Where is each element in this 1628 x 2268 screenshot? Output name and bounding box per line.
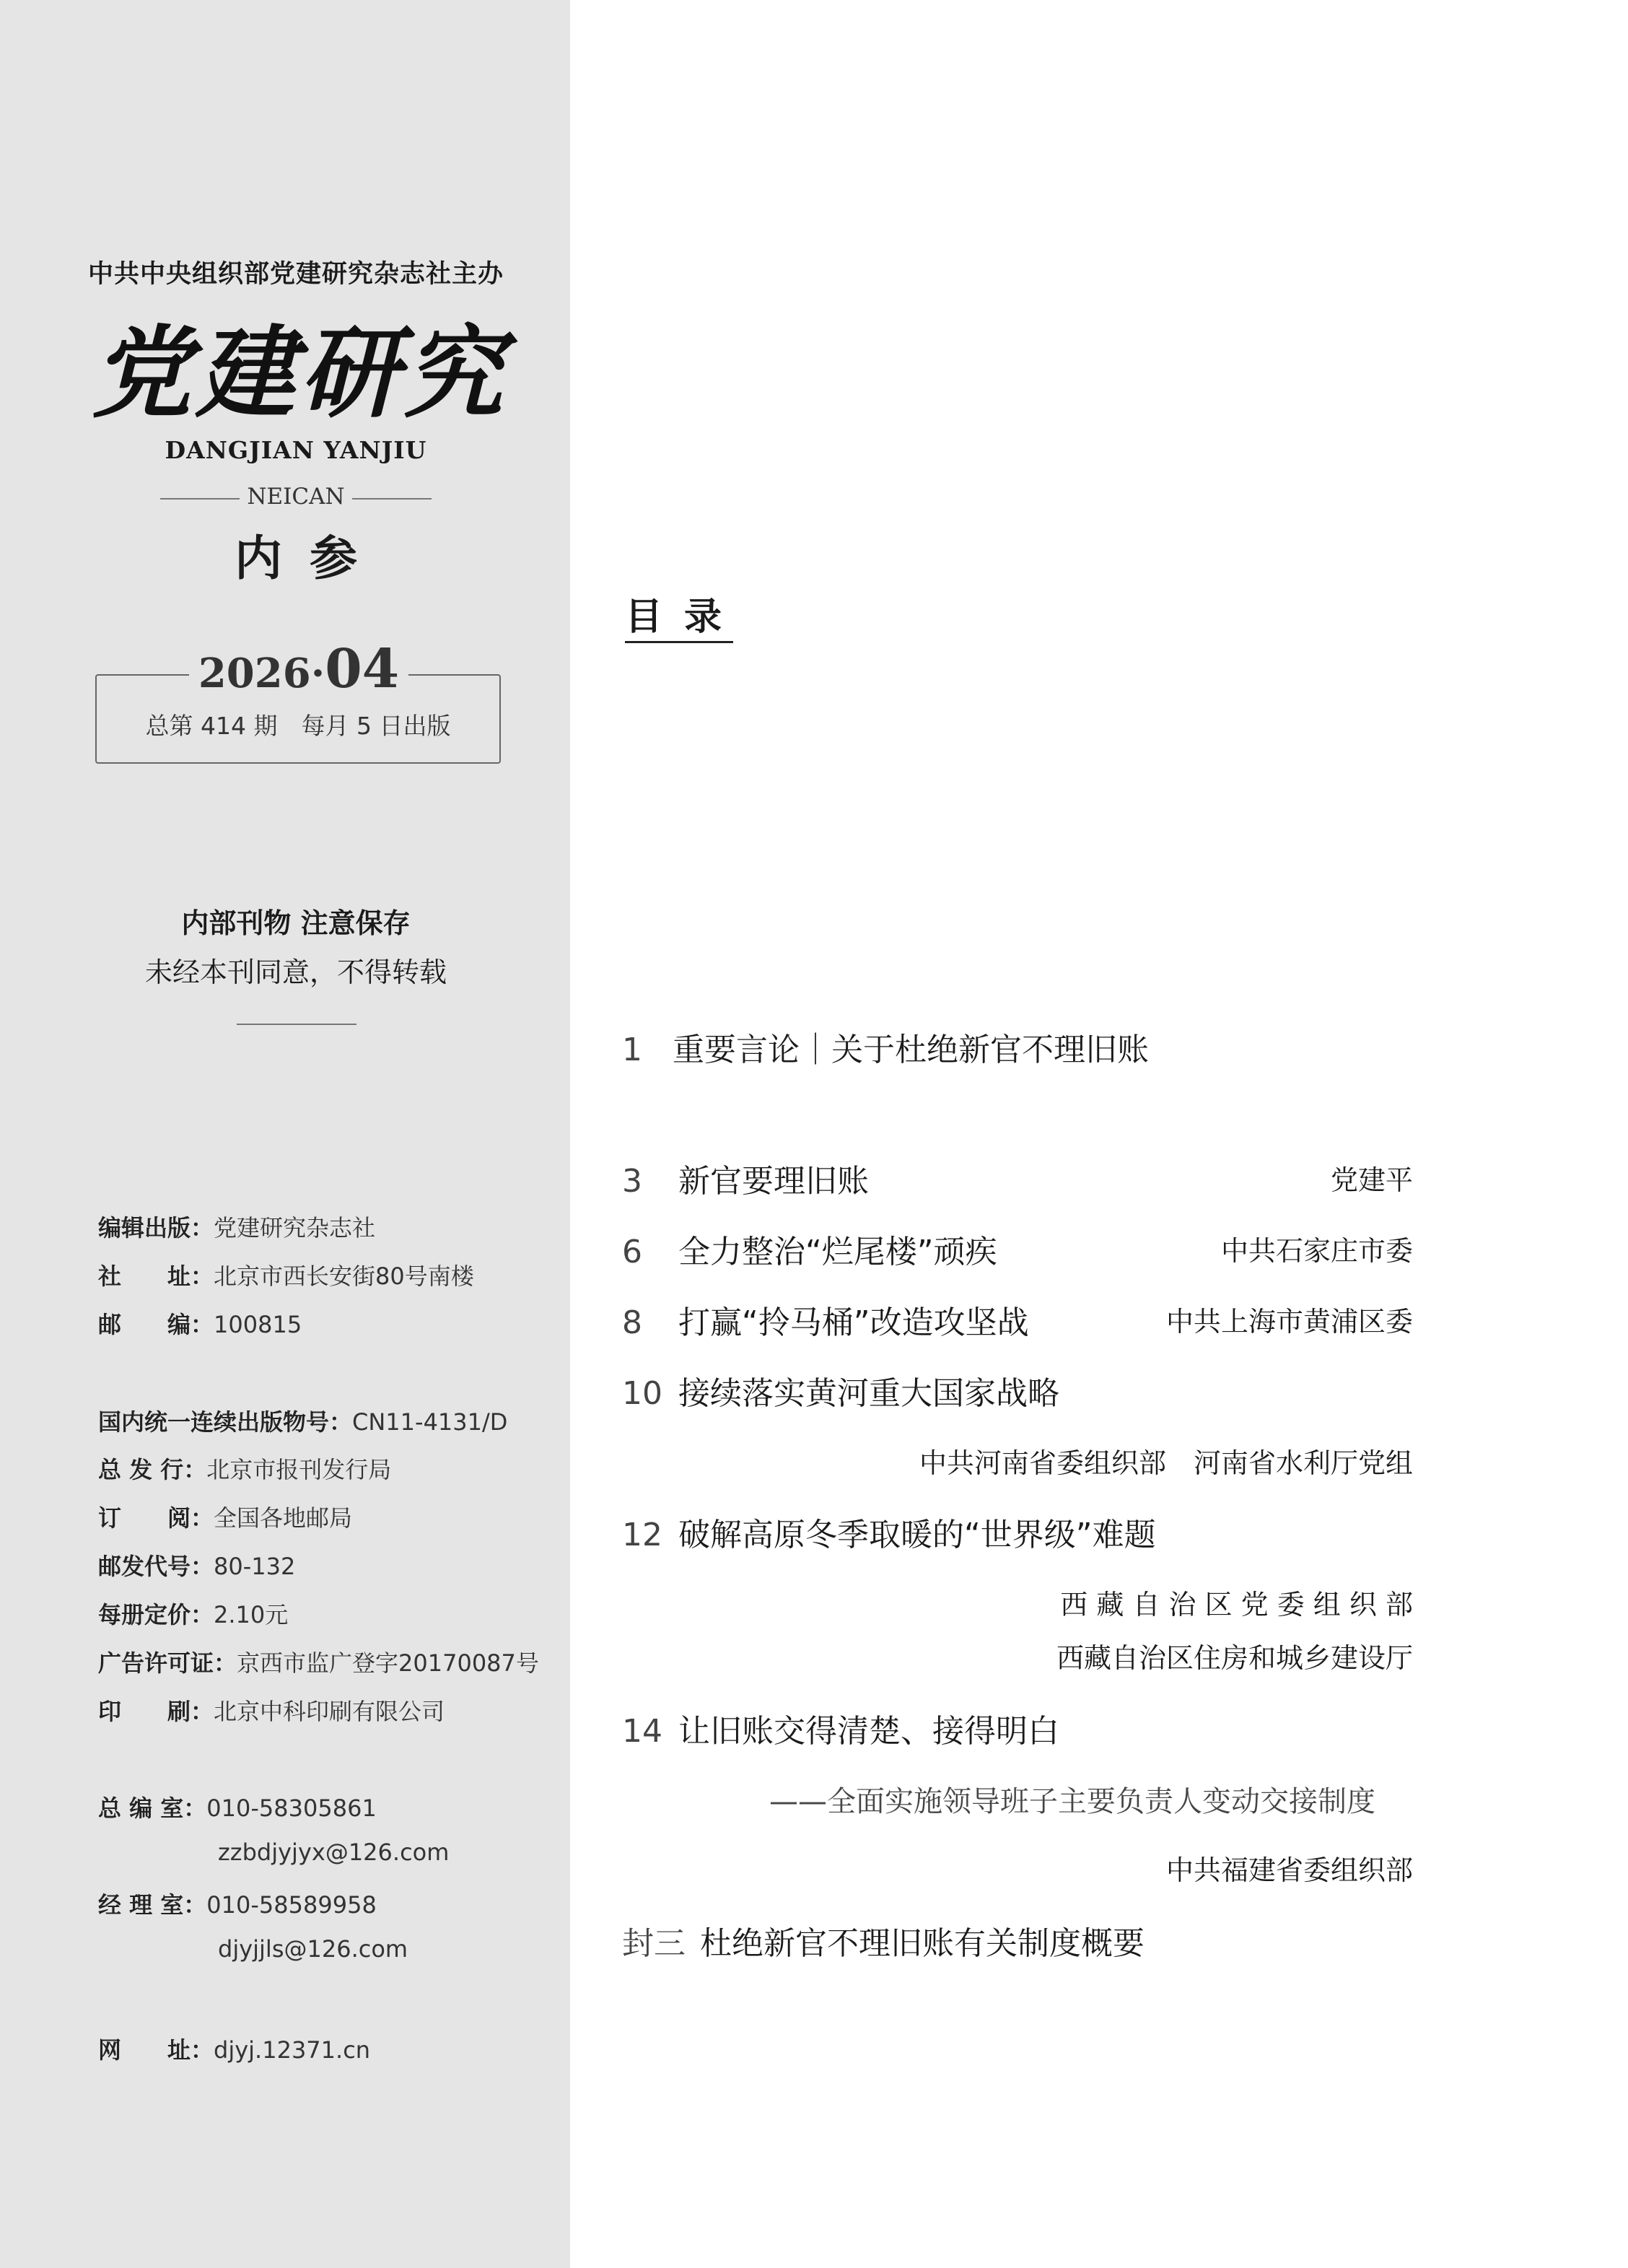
toc-title: 全力整治“烂尾楼”顽疾: [678, 1234, 997, 1270]
notice-internal: 内部刊物 注意保存: [181, 907, 411, 939]
toc-author-10: 中共河南省委组织部 河南省水利厅党组: [919, 1447, 1413, 1479]
info-editor: 编辑出版：党建研究杂志社: [98, 1214, 376, 1242]
toc-author-14: 中共福建省委组织部: [1165, 1854, 1413, 1886]
toc-author-8: 中共上海市黄浦区委: [1165, 1306, 1413, 1338]
toc-title: 重要言论｜关于杜绝新官不理旧账: [673, 1031, 1149, 1068]
info-address: 社 址：北京市西长安街80号南楼: [98, 1262, 474, 1290]
issue-dot: ·: [310, 650, 325, 697]
info-editorial-email: zzbdjyjyx@126.com: [218, 1839, 450, 1866]
toc-title: 让旧账交得清楚、接得明白: [678, 1713, 1059, 1750]
toc-page: 14: [622, 1713, 662, 1750]
notice-reprint: 未经本刊同意，不得转载: [144, 956, 447, 988]
info-editorial-office: 总 编 室：010-58305861: [98, 1794, 377, 1822]
sponsor-line: 中共中央组织部党建研究杂志社主办: [87, 260, 504, 289]
toc-item-cover3[interactable]: [622, 1917, 1145, 1963]
edition-chinese: 内参: [235, 530, 385, 586]
toc-author-6: 中共石家庄市委: [1220, 1235, 1413, 1267]
toc-item-3[interactable]: [622, 1155, 869, 1201]
info-distributor: 总 发 行：北京市报刊发行局: [98, 1456, 392, 1483]
issue-number: [189, 638, 408, 700]
toc-heading: 目录: [625, 596, 744, 639]
info-cn-number: 国内统一连续出版物号：CN11-4131/D: [98, 1408, 508, 1436]
toc-title: 打赢“拎马桶”改造攻坚战: [678, 1304, 1029, 1341]
info-price: 每册定价：2.10元: [98, 1601, 289, 1628]
toc-page: 8: [622, 1304, 642, 1341]
magazine-pinyin: DANGJIAN YANJIU: [165, 436, 427, 464]
toc-title: 新官要理旧账: [678, 1163, 869, 1200]
toc-title: 杜绝新官不理旧账有关制度概要: [700, 1925, 1145, 1962]
info-website: 网 址：djyj.12371.cn: [98, 2036, 371, 2064]
toc-author-12b: 西藏自治区住房和城乡建设厅: [1056, 1642, 1413, 1674]
toc-page: 1: [622, 1031, 642, 1068]
toc-title: 接续落实黄河重大国家战略: [678, 1375, 1059, 1412]
issue-month: 04: [325, 638, 400, 700]
info-manager-office: 经 理 室：010-58589958: [98, 1891, 377, 1919]
toc-author-3: 党建平: [1330, 1164, 1413, 1196]
logo-calligraphy: 党建研究: [91, 314, 508, 432]
magazine-logo: [79, 310, 520, 433]
info-postal-code: 邮发代号：80-132: [98, 1553, 296, 1580]
info-manager-email: djyjjls@126.com: [218, 1935, 408, 1963]
toc-author-12a: 西 藏 自 治 区 党 委 组 织 部: [1060, 1589, 1413, 1621]
toc-heading-underline: [625, 641, 733, 643]
toc-page: 3: [622, 1163, 642, 1200]
info-ad-license: 广告许可证：京西市监广登字20170087号: [98, 1649, 539, 1677]
issue-year: 2026: [198, 650, 311, 697]
toc-page: 10: [622, 1375, 662, 1412]
toc-page: 封三: [622, 1925, 686, 1962]
info-printer: 印 刷：北京中科印刷有限公司: [98, 1698, 445, 1725]
toc-page: 12: [622, 1517, 662, 1553]
info-subscription: 订 阅：全国各地邮局: [98, 1504, 353, 1532]
notice-rule: [237, 1024, 356, 1025]
neican-rule-right: [352, 498, 432, 500]
toc-item-12[interactable]: [622, 1509, 1156, 1555]
edition-english: NEICAN: [247, 484, 345, 510]
toc-item-14[interactable]: [622, 1705, 1059, 1751]
issue-subline: 总第 414 期 每月 5 日出版: [145, 712, 451, 740]
toc-page: 6: [622, 1234, 642, 1270]
toc-item-8[interactable]: [622, 1296, 1029, 1343]
toc-title: 破解高原冬季取暖的“世界级”难题: [678, 1517, 1156, 1553]
info-postcode: 邮 编：100815: [98, 1311, 302, 1338]
toc-subtitle-14: ——全面实施领导班子主要负责人变动交接制度: [769, 1785, 1375, 1818]
toc-item-1[interactable]: [622, 1024, 1149, 1070]
toc-item-10[interactable]: [622, 1367, 1059, 1413]
toc-item-6[interactable]: [622, 1226, 997, 1272]
